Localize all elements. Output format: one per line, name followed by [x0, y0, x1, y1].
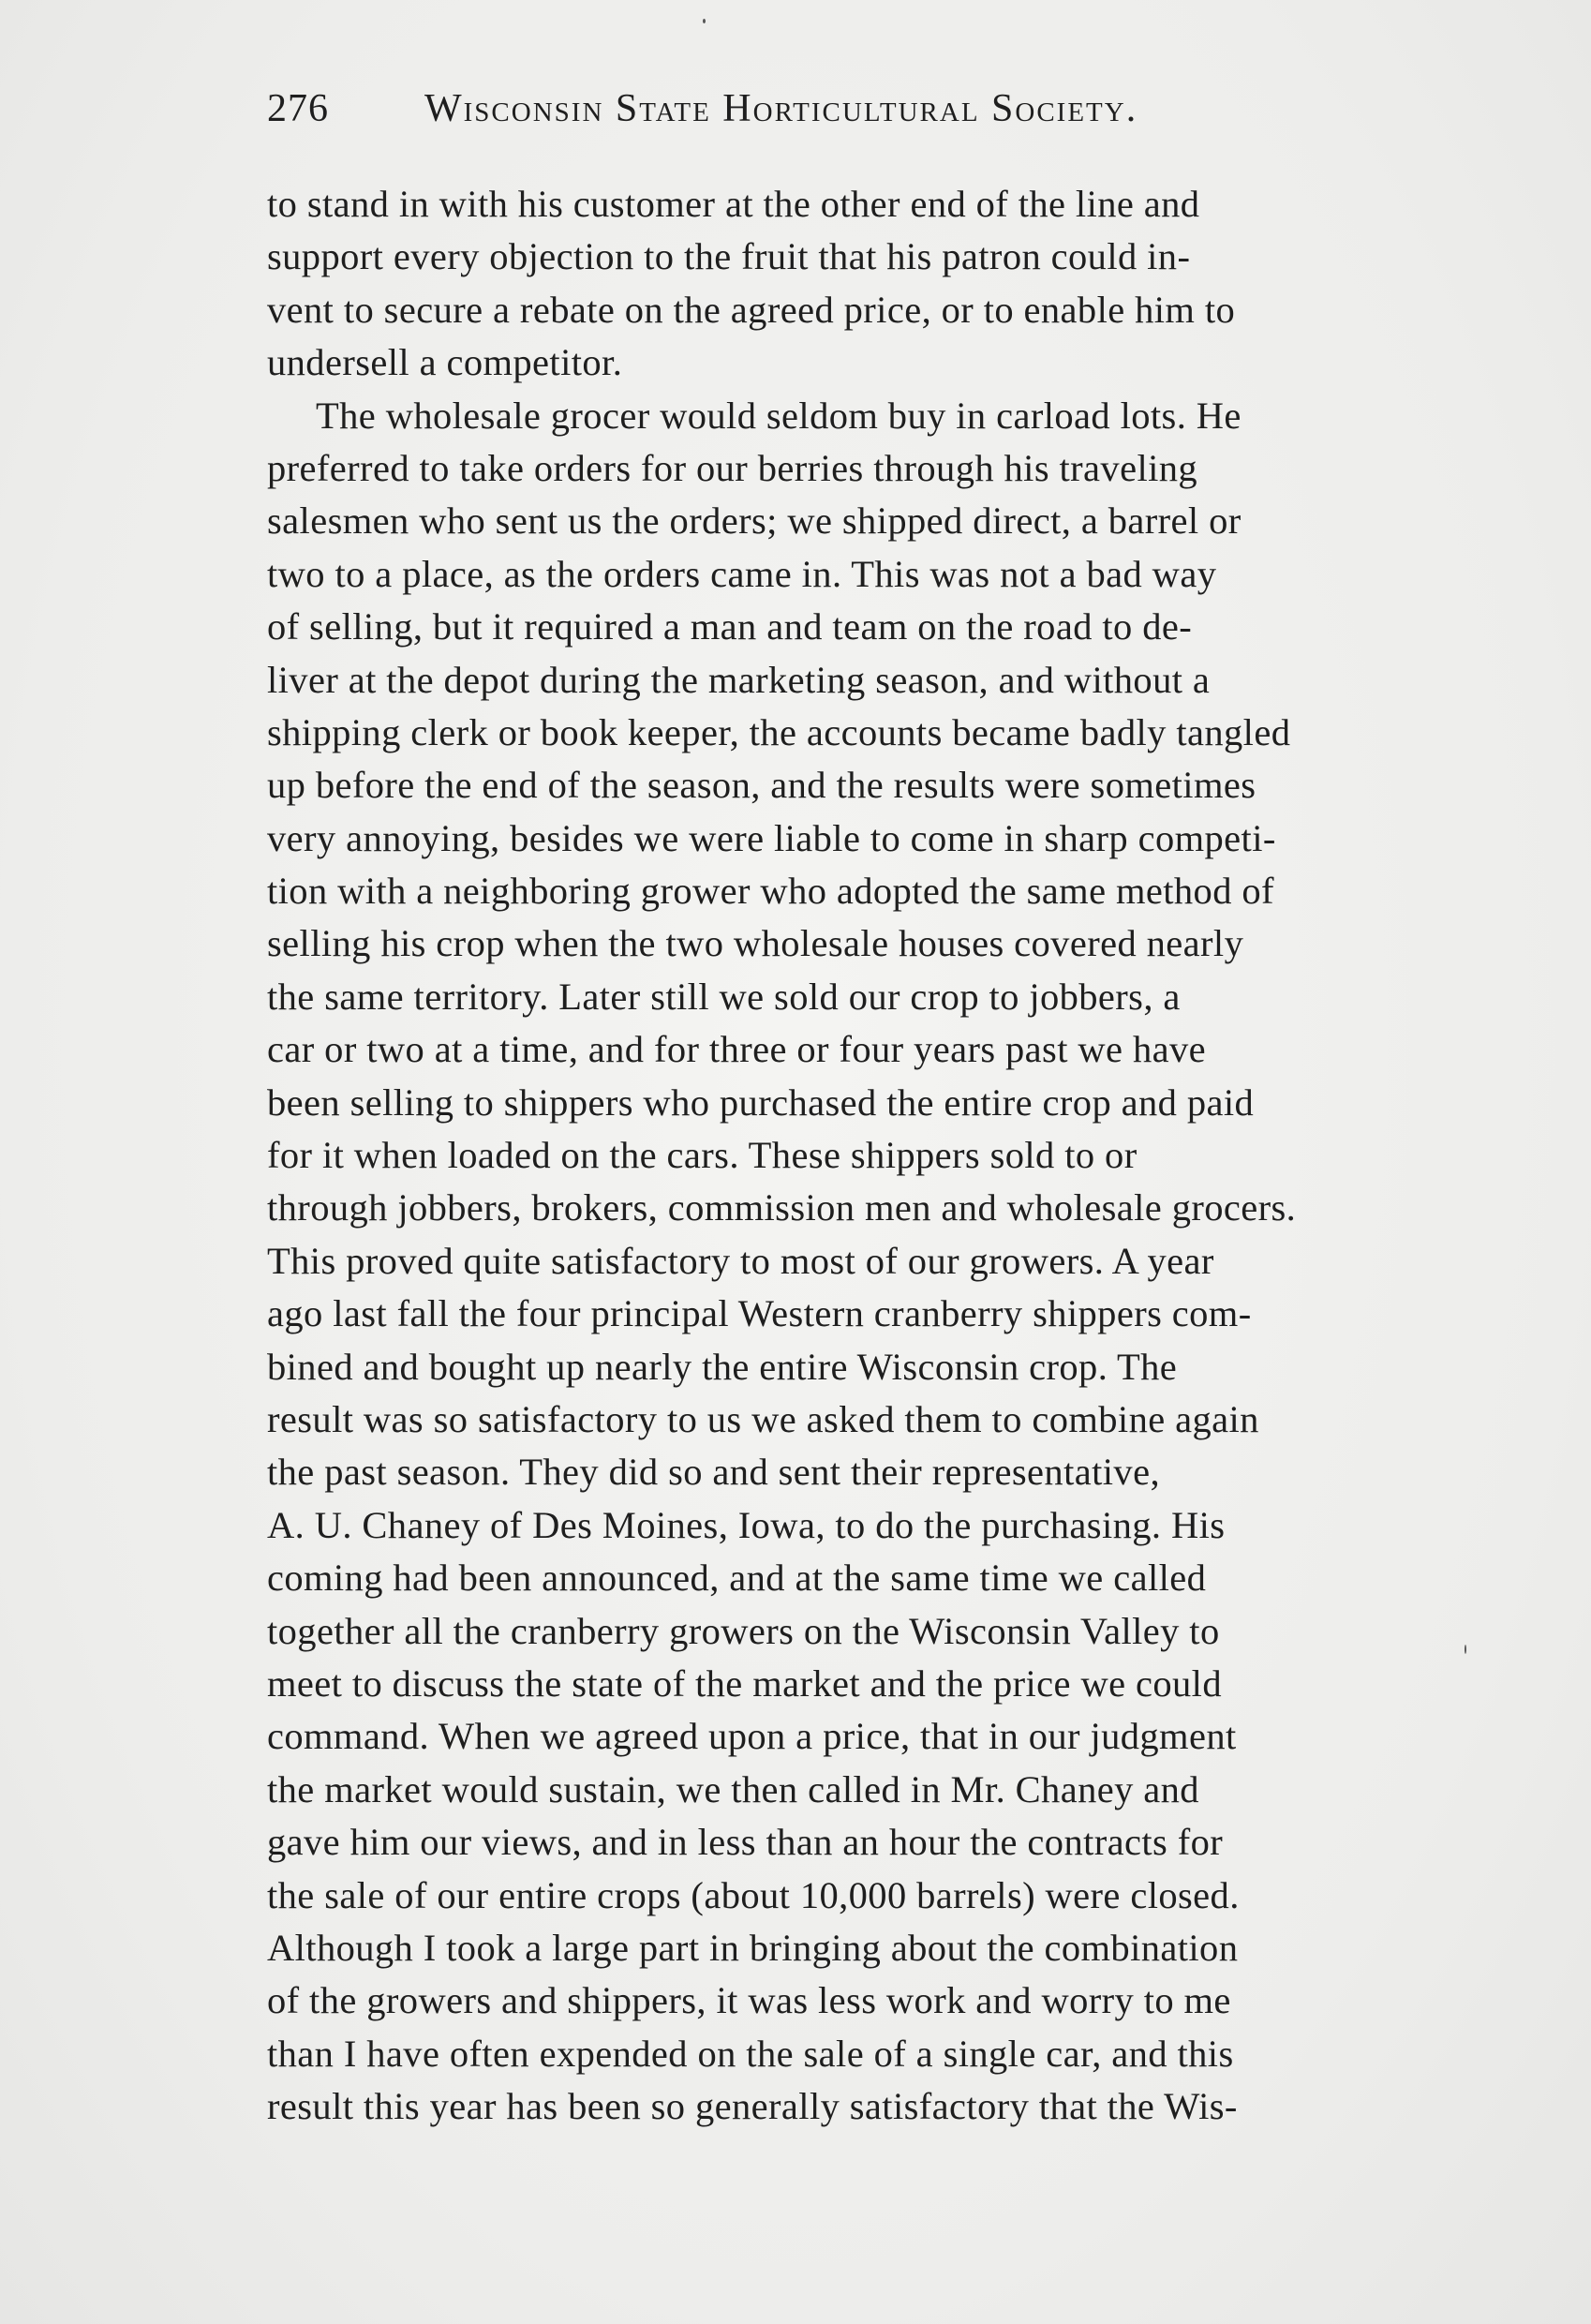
text-line: This proved quite satisfactory to most of our growers. A year	[267, 1239, 1214, 1282]
text-line: of the growers and shippers, it was less work and worry to me	[267, 1979, 1231, 2022]
text-line: vent to secure a rebate on the agreed price, or to enable him to	[267, 288, 1236, 331]
text-line: bined and bought up nearly the entire Wisconsin crop. The	[267, 1345, 1178, 1388]
text-line: the market would sustain, we then called in Mr. Chaney and	[267, 1767, 1199, 1810]
text-line: of selling, but it required a man and team on the road to de-	[267, 605, 1193, 648]
text-line: up before the end of the season, and the results were sometimes	[267, 764, 1256, 807]
text-line: gave him our views, and in less than an hour the contracts for	[267, 1821, 1224, 1864]
body-text	[267, 178, 1455, 2133]
text-line: the sale of our entire crops (about 10,000 barrels) were closed.	[267, 1873, 1240, 1916]
text-line: the past season. They did so and sent their representative,	[267, 1451, 1160, 1494]
text-line: result this year has been so generally satisfactory that the Wis-	[267, 2085, 1238, 2128]
text-line: undersell a competitor.	[267, 341, 623, 384]
text-line: command. When we agreed upon a price, that in our judgment	[267, 1715, 1237, 1758]
text-line: Although I took a large part in bringing about the combination	[267, 1926, 1239, 1969]
text-line: car or two at a time, and for three or four years past we have	[267, 1028, 1207, 1071]
text-line: coming had been announced, and at the same time we called	[267, 1557, 1207, 1600]
text-line: very annoying, besides we were liable to come in sharp competi-	[267, 816, 1276, 859]
text-line: to stand in with his customer at the other end of the line and	[267, 183, 1200, 225]
page-header	[267, 79, 1326, 139]
page-speck	[1465, 1645, 1466, 1654]
text-line: salesmen who sent us the orders; we shipped direct, a barrel or	[267, 499, 1242, 543]
text-line: ago last fall the four principal Western cranberry shippers com-	[267, 1292, 1252, 1335]
text-line: the same territory. Later still we sold our crop to jobbers, a	[267, 975, 1181, 1018]
text-line: two to a place, as the orders came in. This was not a bad way	[267, 552, 1217, 595]
text-line: through jobbers, brokers, commission men and wholesale grocers.	[267, 1186, 1297, 1229]
text-line: support every objection to the fruit that his patron could in-	[267, 235, 1191, 278]
text-line: been selling to shippers who purchased the entire crop and paid	[267, 1080, 1255, 1124]
text-line: shipping clerk or book keeper, the accounts became badly tangled	[267, 710, 1291, 753]
text-line: selling his crop when the two wholesale houses covered nearly	[267, 922, 1244, 965]
text-line: result was so satisfactory to us we asked them to combine again	[267, 1397, 1259, 1440]
text-line: than I have often expended on the sale of a single car, and this	[267, 2032, 1234, 2075]
text-line: tion with a neighboring grower who adopted the same method of	[267, 870, 1274, 913]
text-line: together all the cranberry growers on the Wisconsin Valley to	[267, 1609, 1220, 1652]
text-line: meet to discuss the state of the market and the price we could	[267, 1661, 1222, 1705]
text-line: preferred to take orders for our berries through his traveling	[267, 446, 1198, 489]
text-line: for it when loaded on the cars. These shippers sold to or	[267, 1134, 1137, 1177]
page-speck	[703, 19, 706, 23]
page-number: 276	[267, 87, 329, 130]
text-line: A. U. Chaney of Des Moines, Iowa, to do the purchasing. His	[267, 1503, 1226, 1546]
text-line: liver at the depot during the marketing season, and without a	[267, 658, 1211, 701]
paragraph-first-line: The wholesale grocer would seldom buy in carload lots. He	[316, 394, 1242, 437]
running-title: Wisconsin State Horticultural Society.	[424, 87, 1138, 130]
